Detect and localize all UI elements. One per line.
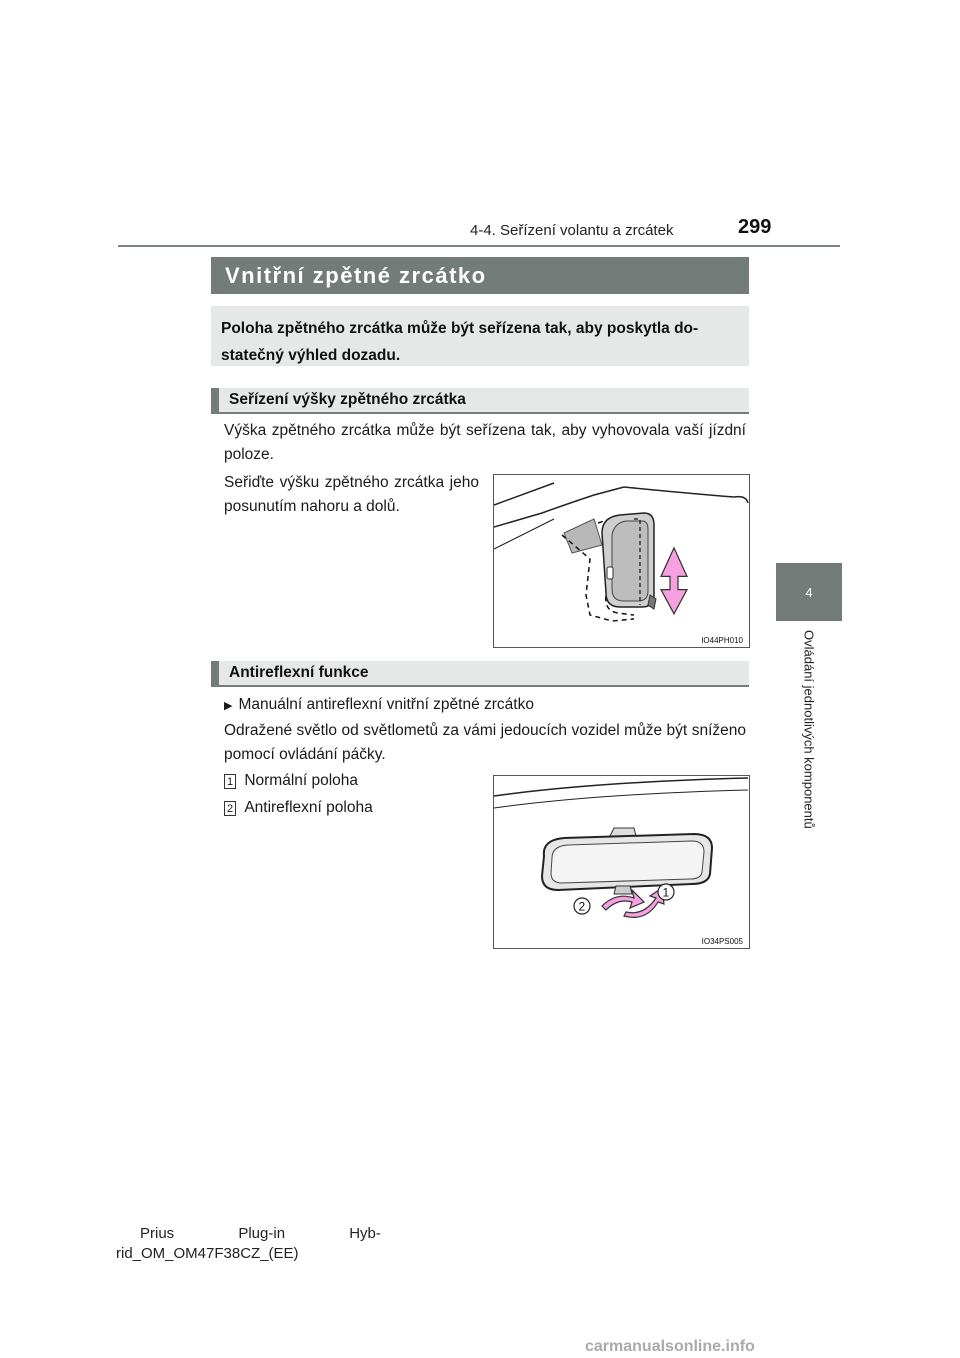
list-item: [224, 796, 373, 820]
figure-mirror-antireflex: [493, 775, 750, 949]
up-down-arrow-icon: [661, 548, 687, 614]
section-heading-height-text: Seřízení výšky zpětného zrcátka: [229, 391, 466, 408]
section-heading-antireflex: [211, 661, 749, 687]
section-heading-antireflex-text: Antireflexní funkce: [229, 664, 369, 681]
item-number-badge: 2: [224, 801, 236, 816]
footer-line-1: Prius Plug-in Hyb-: [140, 1225, 381, 1242]
mirror-height-illustration: [494, 475, 749, 647]
section-heading-height: [211, 388, 749, 414]
height-paragraph: Výška zpětného zrcátka může být seřízena tak, aby vyhovovala vaší jízdní poloze.: [224, 422, 746, 463]
chapter-tab: [776, 563, 842, 621]
bullet-item: [224, 693, 746, 718]
page-title: Vnitřní zpětné zrcátko: [225, 263, 487, 288]
intro-box: Poloha zpětného zrcátka může být seřízena tak, aby poskytla do-statečný výhled dozadu.: [211, 306, 749, 366]
mirror-antireflex-illustration: [494, 776, 749, 948]
bullet-text: Manuální antireflexní vnitřní zpětné zrcátko: [238, 696, 534, 713]
callout-1-number: 1: [662, 885, 670, 900]
footer-doc-id: [116, 1224, 381, 1264]
bullet-triangle-icon: ▶: [224, 700, 233, 712]
list-item: [224, 769, 358, 793]
header-section-title: 4-4. Seřízení volantu a zrcátek: [470, 222, 674, 239]
header-divider: [118, 245, 840, 247]
callout-2-number: 2: [578, 899, 586, 914]
figure-code: IO44PH010: [701, 636, 743, 645]
item-number-badge: 1: [224, 774, 236, 789]
chapter-side-label: [776, 630, 842, 860]
page-title-bar: [211, 257, 749, 294]
antireflex-paragraph: Odražené světlo od světlometů za vámi jedoucích vozidel může být sníženo pomocí ovládání páčky.: [224, 722, 746, 763]
item-label: Antireflexní poloha: [244, 799, 373, 816]
chapter-number: 4: [805, 584, 813, 600]
watermark: carmanualsonline.info: [585, 1338, 755, 1355]
item-label: Normální poloha: [244, 772, 359, 789]
footer-line-2: rid_OM_OM47F38CZ_(EE): [116, 1245, 299, 1262]
page-number: 299: [738, 216, 772, 238]
chapter-title: Ovládání jednotlivých komponentů: [801, 630, 817, 829]
height-instruction: Seřiďte výšku zpětného zrcátka jeho posunutím nahoru a dolů.: [224, 474, 479, 515]
figure-mirror-height: [493, 474, 750, 648]
figure-code: IO34PS005: [701, 937, 743, 946]
